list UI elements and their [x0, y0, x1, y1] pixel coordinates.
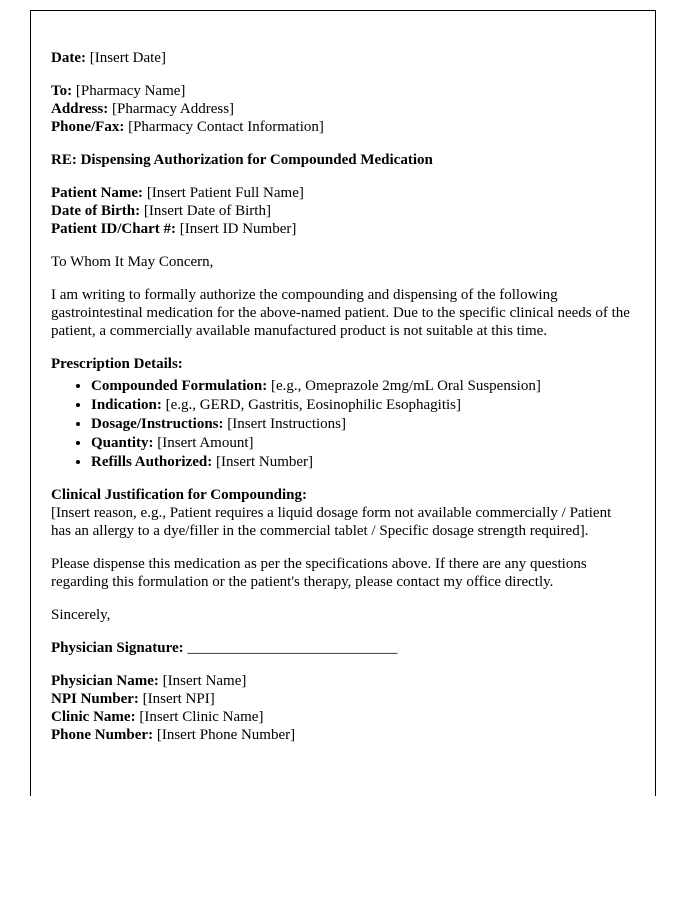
physician-name-line	[51, 672, 633, 690]
clinic-name-line	[51, 708, 633, 726]
dosage-label: Dosage/Instructions:	[91, 416, 224, 432]
npi-number-label: NPI Number:	[51, 691, 139, 707]
prescription-details-heading	[51, 355, 633, 373]
to-value: [Pharmacy Name]	[75, 83, 186, 99]
subject-block	[51, 151, 633, 169]
to-line	[51, 82, 633, 100]
npi-number-line	[51, 690, 633, 708]
closing-paragraph: Please dispense this medication as per the specifications above. If there are any questions regarding this formulation or the patient's therapy, please contact my office directly.	[51, 556, 587, 590]
refills-label: Refills Authorized:	[91, 454, 213, 470]
address-value: [Pharmacy Address]	[111, 101, 235, 117]
physician-name-label: Physician Name:	[51, 673, 159, 689]
phone-number-label: Phone Number:	[51, 727, 154, 743]
prescription-details-heading-text: Prescription Details:	[51, 356, 183, 372]
subject-text: RE: Dispensing Authorization for Compounded Medication	[51, 152, 433, 168]
physician-signature-line	[51, 639, 633, 657]
phone-fax-value: [Pharmacy Contact Information]	[128, 119, 324, 135]
subject-line	[51, 151, 633, 169]
signature-underline: ____________________________	[187, 640, 398, 656]
justification-heading	[51, 486, 633, 504]
npi-number-value: [Insert NPI]	[142, 691, 215, 707]
letter-border-box	[30, 10, 656, 796]
justification-heading-text: Clinical Justification for Compounding:	[51, 487, 308, 503]
clinic-name-label: Clinic Name:	[51, 709, 136, 725]
salutation: To Whom It May Concern,	[51, 254, 214, 270]
indication-value: [e.g., GERD, Gastritis, Eosinophilic Esophagitis]	[165, 397, 461, 413]
formulation-value: [e.g., Omeprazole 2mg/mL Oral Suspension]	[271, 378, 541, 394]
footer-block	[51, 672, 633, 744]
patient-name-line	[51, 184, 633, 202]
phone-number-line	[51, 726, 633, 744]
dosage-value: [Insert Instructions]	[227, 416, 346, 432]
physician-signature-label: Physician Signature:	[51, 640, 184, 656]
date-label: Date:	[51, 50, 86, 66]
prescription-item-indication	[91, 396, 633, 414]
address-label: Address:	[51, 101, 109, 117]
prescription-item-quantity	[91, 434, 633, 452]
quantity-label: Quantity:	[91, 435, 154, 451]
date-of-birth-label: Date of Birth:	[51, 203, 141, 219]
date-value: [Insert Date]	[89, 50, 166, 66]
justification-block	[51, 486, 633, 540]
address-line	[51, 100, 633, 118]
refills-value: [Insert Number]	[216, 454, 314, 470]
date-of-birth-value: [Insert Date of Birth]	[143, 203, 271, 219]
justification-body: [Insert reason, e.g., Patient requires a liquid dosage form not available commercially / Patient has an allergy to a dye/filler in the commercial tablet / Specific dosage strength required].	[51, 505, 612, 539]
physician-name-value: [Insert Name]	[162, 673, 247, 689]
patient-name-value: [Insert Patient Full Name]	[146, 185, 304, 201]
recipient-block	[51, 82, 633, 136]
prescription-item-refills	[91, 453, 633, 471]
phone-fax-label: Phone/Fax:	[51, 119, 125, 135]
clinic-name-value: [Insert Clinic Name]	[139, 709, 264, 725]
quantity-value: [Insert Amount]	[157, 435, 254, 451]
prescription-item-dosage	[91, 415, 633, 433]
intro-paragraph: I am writing to formally authorize the compounding and dispensing of the following gastrointestinal medication for the above-named patient. Due to the specific clinical needs of the patient, a commercially available manufactured product is not suitable at this time.	[51, 287, 630, 339]
formulation-label: Compounded Formulation:	[91, 378, 268, 394]
signature-block	[51, 639, 633, 657]
patient-name-label: Patient Name:	[51, 185, 144, 201]
date-of-birth-line	[51, 202, 633, 220]
phone-number-value: [Insert Phone Number]	[156, 727, 296, 743]
date-block	[51, 49, 633, 67]
prescription-details-list	[51, 377, 633, 471]
to-label: To:	[51, 83, 73, 99]
patient-id-value: [Insert ID Number]	[179, 221, 297, 237]
phone-fax-line	[51, 118, 633, 136]
patient-block	[51, 184, 633, 238]
prescription-item-formulation	[91, 377, 633, 395]
patient-id-label: Patient ID/Chart #:	[51, 221, 176, 237]
indication-label: Indication:	[91, 397, 162, 413]
date-line	[51, 49, 633, 67]
patient-id-line	[51, 220, 633, 238]
signoff: Sincerely,	[51, 607, 111, 623]
